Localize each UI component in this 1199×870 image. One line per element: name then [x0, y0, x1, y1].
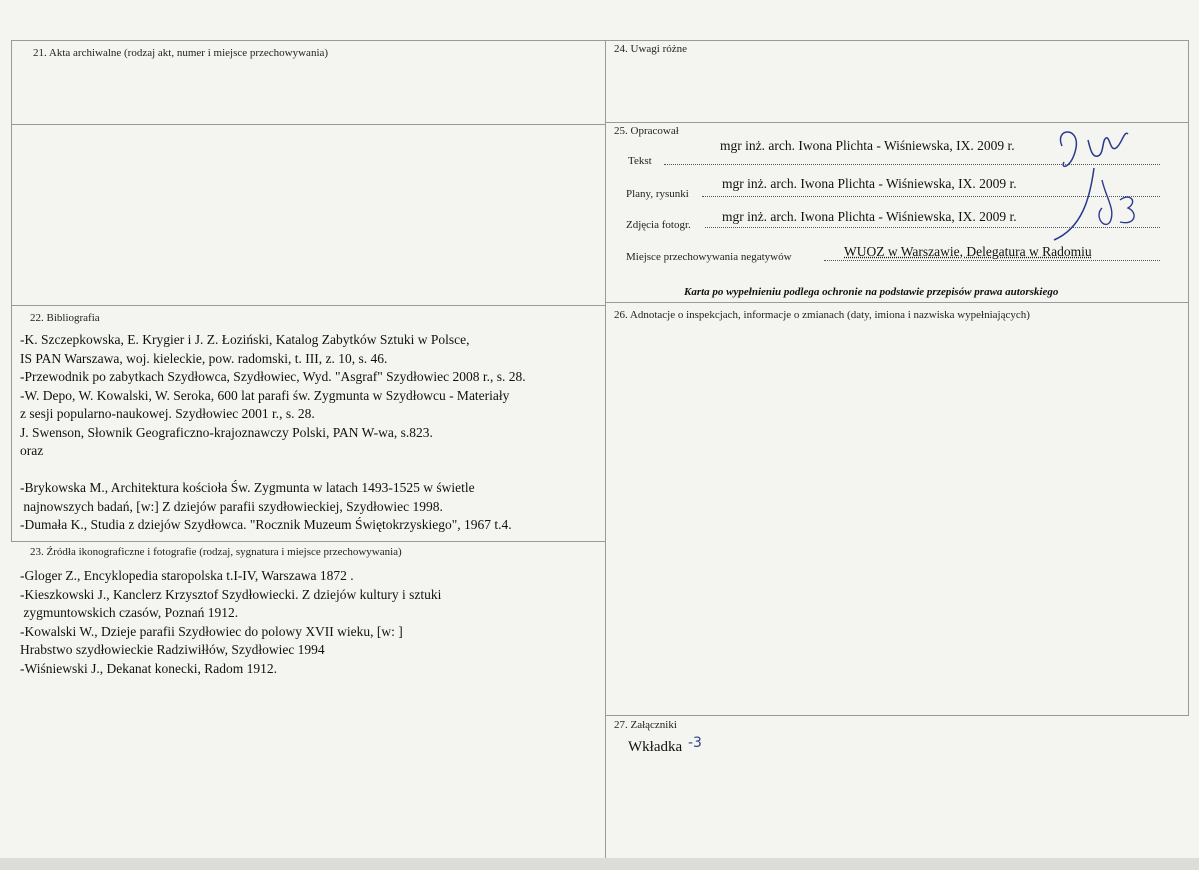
- section-25-label: 25. Opracował: [614, 125, 679, 137]
- list-item: -K. Szczepkowska, E. Krygier i J. Z. Łoziński, Katalog Zabytków Sztuki w Polsce,: [20, 332, 470, 347]
- list-item: -Kieszkowski J., Kanclerz Krzysztof Szydłowiecki. Z dziejów kultury i sztuki: [20, 586, 442, 602]
- list-item: -Przewodnik po zabytkach Szydłowca, Szydłowiec, Wyd. "Asgraf" Szydłowiec 2008 r., s. 28.: [20, 369, 526, 384]
- divider-25-26: [605, 302, 1188, 303]
- section-22-label: 22. Bibliografia: [30, 312, 100, 324]
- list-item: IS PAN Warszawa, woj. kieleckie, pow. radomski, t. III, z. 10, s. 46.: [20, 350, 388, 366]
- list-item: Hrabstwo szydłowieckie Radziwiłłów, Szydłowiec 1994: [20, 642, 325, 657]
- list-item: z sesji popularno-naukowej. Szydłowiec 2001 r., s. 28.: [20, 406, 315, 421]
- tekst-label: Tekst: [628, 155, 652, 167]
- list-item: -W. Depo, W. Kowalski, W. Seroka, 600 lat parafi św. Zygmunta w Szydłowcu - Materiały: [20, 387, 510, 403]
- list-item: -Wiśniewski J., Dekanat konecki, Radom 1912.: [20, 660, 278, 676]
- page-bottom-edge: [0, 858, 1199, 870]
- handwritten-signature: [1032, 118, 1142, 248]
- section-23-label: 23. Źródła ikonograficzne i fotografie (rodzaj, sygnatura i miejsce przechowywania): [30, 546, 402, 558]
- center-vertical-line: [605, 40, 606, 858]
- list-item: J. Swenson, Słownik Geograficzno-krajoznawczy Polski, PAN W-wa, s.823.: [20, 424, 433, 440]
- list-item: -Kowalski W., Dzieje parafii Szydłowiec do polowy XVII wieku, [w: ]: [20, 623, 403, 639]
- divider-22-top: [11, 305, 605, 306]
- divider-22-23: [11, 541, 605, 542]
- copyright-notice: Karta po wypełnieniu podlega ochronie na podstawie przepisów prawa autorskiego: [684, 286, 1059, 298]
- list-item: [20, 461, 526, 480]
- miejsce-label: Miejsce przechowywania negatywów: [626, 251, 792, 263]
- right-vertical-line: [1188, 40, 1189, 716]
- list-item: oraz: [20, 443, 44, 458]
- list-item: zygmuntowskich czasów, Poznań 1912.: [20, 605, 239, 620]
- miejsce-dotted-line: [824, 260, 1160, 261]
- list-item: -Gloger Z., Encyklopedia staropolska t.I-IV, Warszawa 1872 .: [20, 568, 354, 583]
- list-item: najnowszych badań, [w:] Z dziejów parafii szydłowieckiej, Szydłowiec 1998.: [20, 498, 443, 514]
- plany-label: Plany, rysunki: [626, 188, 689, 200]
- bibliography-list: [20, 331, 526, 535]
- zdjecia-value: mgr inż. arch. Iwona Plichta - Wiśniewska, IX. 2009 r.: [722, 209, 1017, 224]
- divider-21-22: [11, 124, 605, 125]
- section-27-label: 27. Załączniki: [614, 719, 677, 731]
- iconography-list: [20, 567, 441, 678]
- left-vertical-line: [11, 40, 12, 542]
- list-item: -Brykowska M., Architektura kościoła Św. Zygmunta w latach 1493-1525 w świetle: [20, 480, 475, 495]
- section-26-label: 26. Adnotacje o inspekcjach, informacje o zmianach (daty, imiona i nazwiska wypełniających): [614, 309, 1030, 321]
- tekst-value: mgr inż. arch. Iwona Plichta - Wiśniewska, IX. 2009 r.: [720, 138, 1015, 153]
- divider-26-27: [605, 715, 1188, 716]
- section-21-label: 21. Akta archiwalne (rodzaj akt, numer i miejsce przechowywania): [33, 47, 329, 59]
- section-24-label: 24. Uwagi różne: [614, 43, 688, 55]
- attachments-value: Wkładka: [628, 739, 683, 755]
- zdjecia-label: Zdjęcia fotogr.: [626, 219, 691, 231]
- list-item: -Dumała K., Studia z dziejów Szydłowca. "Rocznik Muzeum Świętokrzyskiego", 1967 t.4.: [20, 517, 512, 532]
- plany-value: mgr inż. arch. Iwona Plichta - Wiśniewska, IX. 2009 r.: [722, 176, 1017, 191]
- top-border-line: [11, 40, 1188, 41]
- miejsce-value: WUOZ w Warszawie, Delegatura w Radomiu: [844, 244, 1092, 259]
- attachments-handwritten-count: -3: [688, 735, 702, 751]
